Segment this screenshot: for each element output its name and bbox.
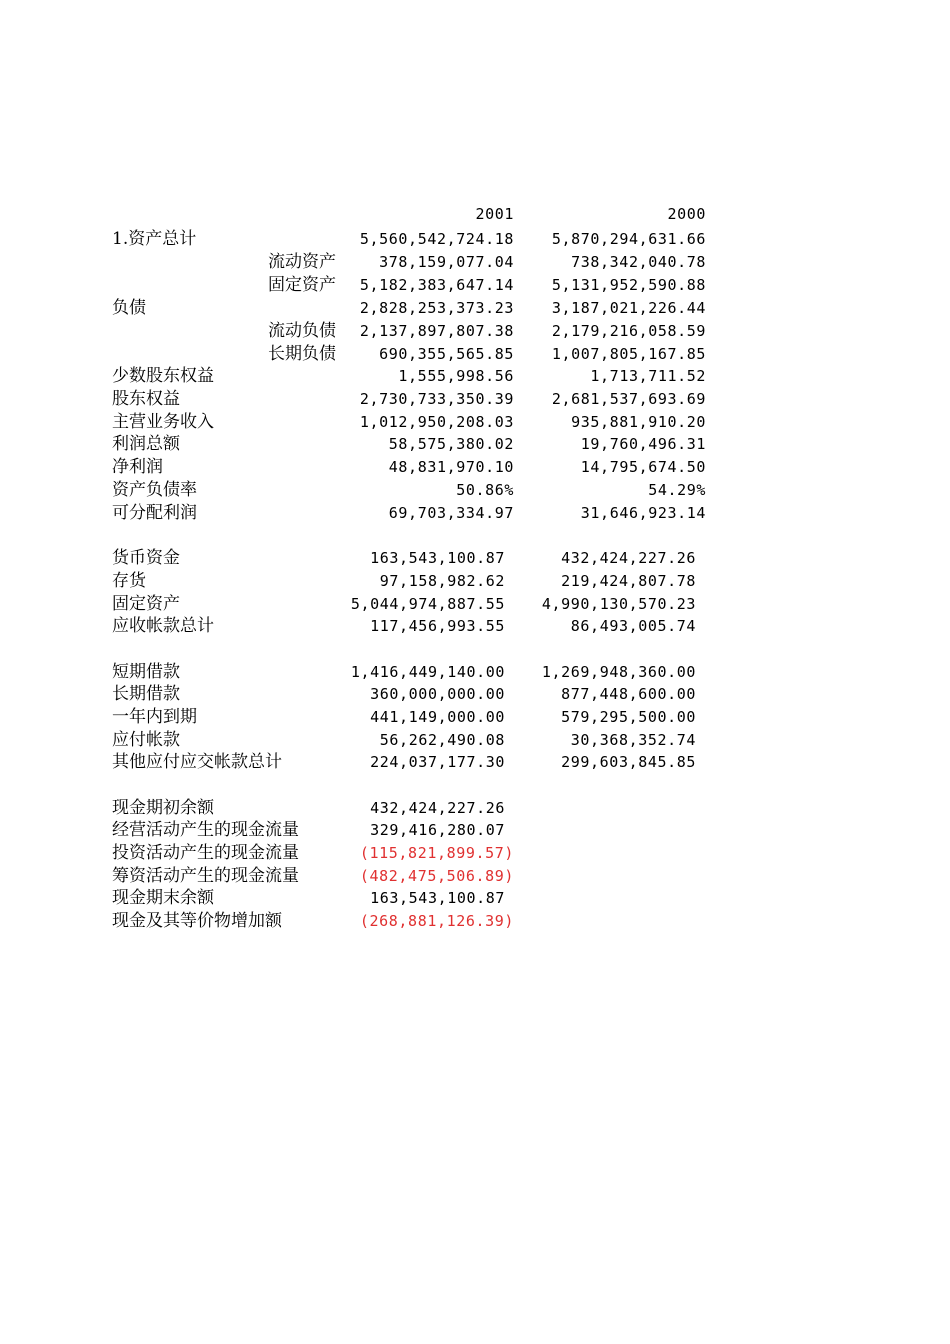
value-2000: 877,448,600.00 — [561, 685, 696, 703]
row-fixed-assets-2 — [0, 593, 950, 615]
negative-value: (115,821,899.57) — [359, 844, 514, 862]
row-shareholder-equity — [0, 388, 950, 410]
row-label: 一年内到期 — [112, 707, 197, 727]
value-2001: 360,000,000.00 — [370, 685, 505, 703]
row-label: 股东权益 — [112, 389, 180, 409]
value-2000: 579,295,500.00 — [561, 708, 696, 726]
row-label: 其他应付应交帐款总计 — [112, 752, 282, 772]
value-2001: 117,456,993.55 — [370, 617, 505, 635]
value-2000: 935,881,910.20 — [571, 413, 706, 431]
row-operating-cashflow — [0, 819, 950, 841]
value-2000: 3,187,021,226.44 — [551, 299, 706, 317]
row-label: 筹资活动产生的现金流量 — [112, 866, 299, 886]
value-2000: 4,990,130,570.23 — [541, 595, 696, 613]
row-sublabel: 固定资产 — [268, 275, 336, 295]
row-label: 应付帐款 — [112, 730, 180, 750]
row-label: 资产负债率 — [112, 480, 197, 500]
value-2000: 219,424,807.78 — [561, 572, 696, 590]
row-other-payables — [0, 751, 950, 773]
row-distributable-profit — [0, 502, 950, 524]
row-main-revenue — [0, 411, 950, 433]
row-label: 应收帐款总计 — [112, 616, 214, 636]
value-2001: 378,159,077.04 — [379, 253, 514, 271]
row-sublabel: 流动资产 — [268, 252, 336, 272]
value-2001: 2,828,253,373.23 — [359, 299, 514, 317]
value-2000: 432,424,227.26 — [561, 549, 696, 567]
row-label: 存货 — [112, 571, 146, 591]
value-2000: 299,603,845.85 — [561, 753, 696, 771]
negative-value: (482,475,506.89) — [359, 867, 514, 885]
row-label: 1.资产总计 — [112, 229, 197, 249]
value-2001: 69,703,334.97 — [388, 504, 514, 522]
value-2001: 690,355,565.85 — [379, 345, 514, 363]
value: 163,543,100.87 — [370, 889, 505, 907]
value-2000: 5,870,294,631.66 — [551, 230, 706, 248]
row-label: 经营活动产生的现金流量 — [112, 820, 299, 840]
value-2000: 1,713,711.52 — [590, 367, 706, 385]
value-2001: 97,158,982.62 — [379, 572, 505, 590]
row-label: 主营业务收入 — [112, 412, 214, 432]
value-2000: 54.29% — [648, 481, 706, 499]
value-2001: 50.86% — [456, 481, 514, 499]
row-label: 投资活动产生的现金流量 — [112, 843, 299, 863]
value-2001: 48,831,970.10 — [388, 458, 514, 476]
value-2001: 2,137,897,807.38 — [359, 322, 514, 340]
row-longterm-liabilities — [0, 343, 950, 365]
row-monetary-funds — [0, 547, 950, 569]
row-debt-ratio — [0, 479, 950, 501]
value-2001: 2,730,733,350.39 — [359, 390, 514, 408]
value-2000: 1,269,948,360.00 — [541, 663, 696, 681]
row-label: 短期借款 — [112, 662, 180, 682]
value-2000: 14,795,674.50 — [580, 458, 706, 476]
row-liabilities — [0, 297, 950, 319]
row-fixed-assets — [0, 274, 950, 296]
value-2001: 5,560,542,724.18 — [359, 230, 514, 248]
row-current-liabilities — [0, 320, 950, 342]
value: 432,424,227.26 — [370, 799, 505, 817]
value-2000: 2,179,216,058.59 — [551, 322, 706, 340]
header-row — [0, 203, 950, 225]
value-2001: 56,262,490.08 — [379, 731, 505, 749]
value-2001: 441,149,000.00 — [370, 708, 505, 726]
value-2000: 19,760,496.31 — [580, 435, 706, 453]
value-2000: 1,007,805,167.85 — [551, 345, 706, 363]
negative-value: (268,881,126.39) — [359, 912, 514, 930]
row-cash-increase — [0, 910, 950, 932]
row-label: 现金期初余额 — [112, 798, 214, 818]
row-sublabel: 流动负债 — [268, 321, 336, 341]
row-accounts-payable — [0, 729, 950, 751]
year-2000-header: 2000 — [667, 205, 706, 223]
row-investing-cashflow — [0, 842, 950, 864]
row-label: 可分配利润 — [112, 503, 197, 523]
row-net-profit — [0, 456, 950, 478]
row-current-assets — [0, 251, 950, 273]
value-2000: 86,493,005.74 — [570, 617, 696, 635]
row-inventory — [0, 570, 950, 592]
value-2000: 5,131,952,590.88 — [551, 276, 706, 294]
row-total-profit — [0, 433, 950, 455]
value-2000: 30,368,352.74 — [570, 731, 696, 749]
row-label: 现金及其等价物增加额 — [112, 911, 282, 931]
value-2001: 163,543,100.87 — [370, 549, 505, 567]
row-sublabel: 长期负债 — [268, 344, 336, 364]
value-2001: 224,037,177.30 — [370, 753, 505, 771]
value: 329,416,280.07 — [370, 821, 505, 839]
row-due-within-year — [0, 706, 950, 728]
value-2001: 1,416,449,140.00 — [350, 663, 505, 681]
row-label: 现金期末余额 — [112, 888, 214, 908]
row-cash-beginning — [0, 797, 950, 819]
row-label: 利润总额 — [112, 434, 180, 454]
row-total-assets — [0, 228, 950, 250]
row-receivables — [0, 615, 950, 637]
value-2000: 2,681,537,693.69 — [551, 390, 706, 408]
value-2001: 58,575,380.02 — [388, 435, 514, 453]
row-financing-cashflow — [0, 865, 950, 887]
row-short-term-loans — [0, 661, 950, 683]
value-2000: 31,646,923.14 — [580, 504, 706, 522]
row-label: 少数股东权益 — [112, 366, 214, 386]
row-label: 固定资产 — [112, 594, 180, 614]
year-2001-header: 2001 — [475, 205, 514, 223]
row-cash-ending — [0, 887, 950, 909]
value-2000: 738,342,040.78 — [571, 253, 706, 271]
value-2001: 5,044,974,887.55 — [350, 595, 505, 613]
value-2001: 1,555,998.56 — [398, 367, 514, 385]
value-2001: 5,182,383,647.14 — [359, 276, 514, 294]
row-minority-interest — [0, 365, 950, 387]
row-label: 长期借款 — [112, 684, 180, 704]
row-label: 净利润 — [112, 457, 163, 477]
row-label: 货币资金 — [112, 548, 180, 568]
value-2001: 1,012,950,208.03 — [359, 413, 514, 431]
row-long-term-loans — [0, 683, 950, 705]
row-label: 负债 — [112, 298, 146, 318]
